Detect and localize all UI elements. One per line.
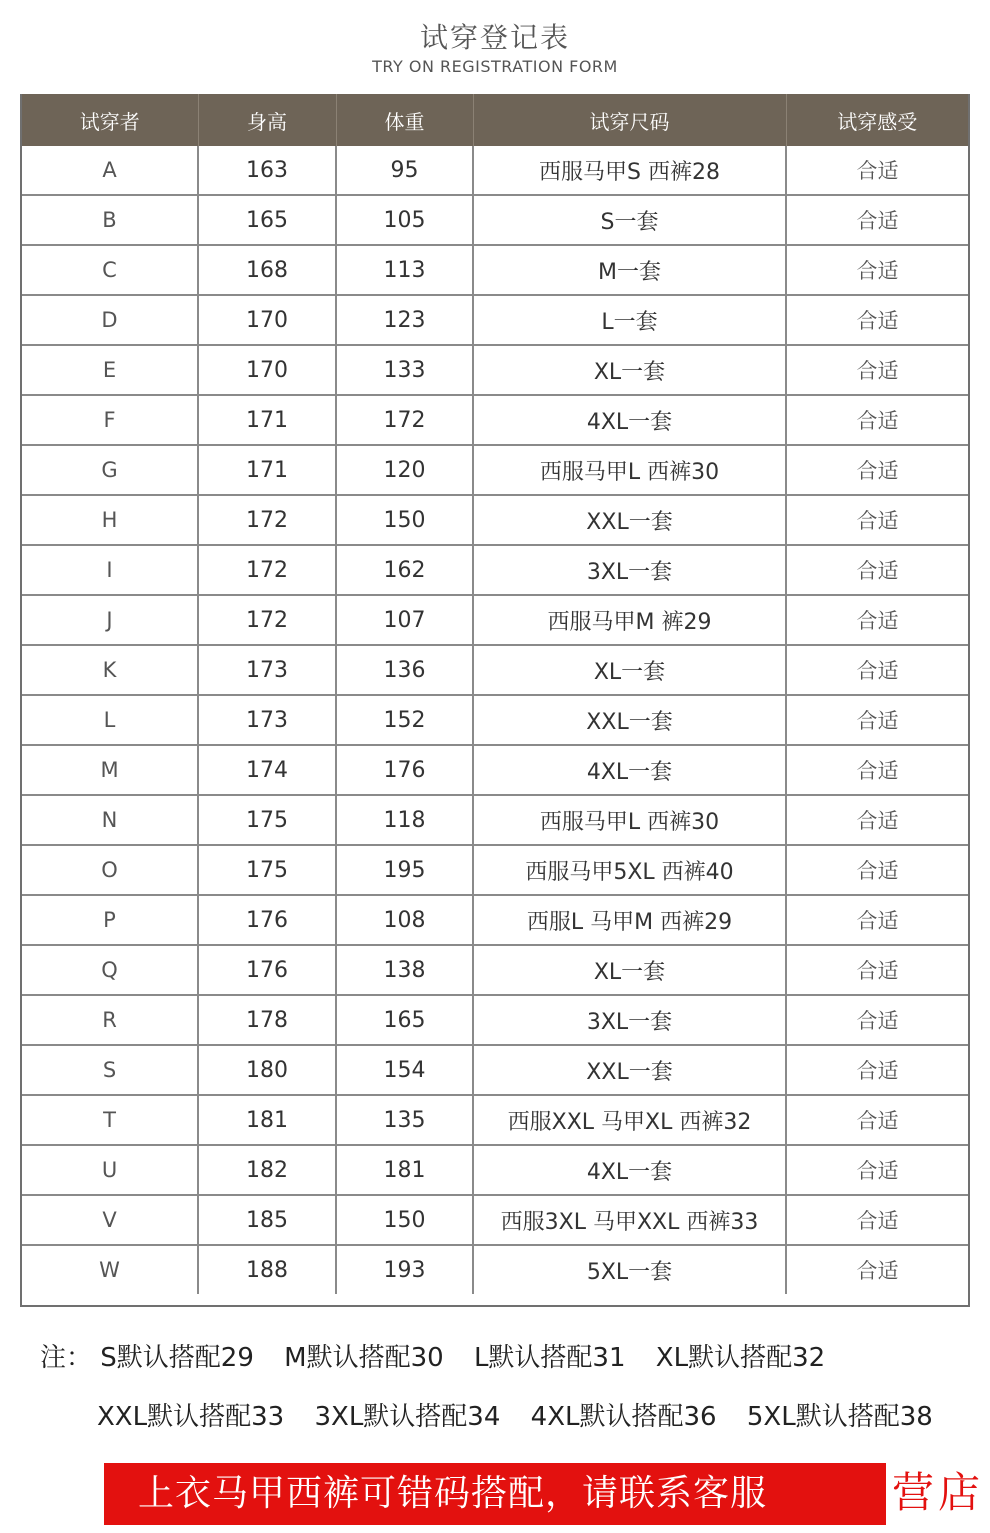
- cell-tester: E: [22, 345, 198, 395]
- cell-height: 173: [198, 645, 336, 695]
- cell-weight: 176: [336, 745, 473, 795]
- cell-height: 176: [198, 895, 336, 945]
- cell-height: 172: [198, 495, 336, 545]
- table-row: [22, 146, 968, 195]
- cell-weight: 136: [336, 645, 473, 695]
- table-row: [22, 195, 968, 245]
- table-row: [22, 745, 968, 795]
- cell-height: 172: [198, 595, 336, 645]
- cell-height: 163: [198, 146, 336, 195]
- cell-feedback: 合适: [786, 395, 968, 445]
- cell-size: 西服马甲L 西裤30: [473, 795, 786, 845]
- cell-weight: 105: [336, 195, 473, 245]
- cell-height: 168: [198, 245, 336, 295]
- cell-height: 185: [198, 1195, 336, 1245]
- table-row: [22, 695, 968, 745]
- size-note-line-2: [97, 1400, 990, 1434]
- note-item: 3XL默认搭配34: [314, 1402, 501, 1432]
- table-row: [22, 545, 968, 595]
- cell-size: XXL一套: [473, 1045, 786, 1095]
- cell-height: 170: [198, 345, 336, 395]
- cell-weight: 150: [336, 1195, 473, 1245]
- cell-weight: 162: [336, 545, 473, 595]
- table-body: [22, 146, 968, 1294]
- registration-table: [22, 94, 968, 1294]
- cell-feedback: 合适: [786, 1095, 968, 1145]
- cell-height: 171: [198, 395, 336, 445]
- table-row: [22, 595, 968, 645]
- cell-tester: F: [22, 395, 198, 445]
- column-header-weight: 体重: [336, 94, 473, 146]
- table-row: [22, 345, 968, 395]
- table-row: [22, 1245, 968, 1294]
- cell-weight: 118: [336, 795, 473, 845]
- table-row: [22, 995, 968, 1045]
- cell-feedback: 合适: [786, 195, 968, 245]
- cell-tester: B: [22, 195, 198, 245]
- cell-feedback: 合适: [786, 245, 968, 295]
- cell-tester: L: [22, 695, 198, 745]
- table-row: [22, 445, 968, 495]
- cell-feedback: 合适: [786, 795, 968, 845]
- cell-height: 178: [198, 995, 336, 1045]
- cell-feedback: 合适: [786, 495, 968, 545]
- form-subtitle: TRY ON REGISTRATION FORM: [372, 57, 618, 76]
- note-item: 4XL默认搭配36: [530, 1402, 717, 1432]
- cell-weight: 113: [336, 245, 473, 295]
- cell-weight: 133: [336, 345, 473, 395]
- cell-feedback: 合适: [786, 1045, 968, 1095]
- cell-size: L一套: [473, 295, 786, 345]
- cell-height: 182: [198, 1145, 336, 1195]
- column-header-height: 身高: [198, 94, 336, 146]
- cell-feedback: 合适: [786, 845, 968, 895]
- cell-tester: R: [22, 995, 198, 1045]
- cell-tester: W: [22, 1245, 198, 1294]
- column-header-feedback: 试穿感受: [786, 94, 968, 146]
- cell-height: 174: [198, 745, 336, 795]
- cell-tester: V: [22, 1195, 198, 1245]
- table-row: [22, 395, 968, 445]
- cell-size: 西服马甲S 西裤28: [473, 146, 786, 195]
- cell-size: XL一套: [473, 945, 786, 995]
- table-row: [22, 1195, 968, 1245]
- note-item: M默认搭配30: [284, 1343, 444, 1373]
- cell-weight: 195: [336, 845, 473, 895]
- cell-size: XL一套: [473, 345, 786, 395]
- cell-height: 173: [198, 695, 336, 745]
- cell-height: 181: [198, 1095, 336, 1145]
- cell-weight: 135: [336, 1095, 473, 1145]
- table-row: [22, 495, 968, 545]
- note-item: XXL默认搭配33: [97, 1402, 285, 1432]
- table-row: [22, 1095, 968, 1145]
- cell-feedback: 合适: [786, 1195, 968, 1245]
- cell-size: 5XL一套: [473, 1245, 786, 1294]
- note-prefix: 注：: [40, 1343, 93, 1373]
- table-row: [22, 895, 968, 945]
- cell-weight: 150: [336, 495, 473, 545]
- cell-tester: K: [22, 645, 198, 695]
- cell-weight: 138: [336, 945, 473, 995]
- cell-weight: 95: [336, 146, 473, 195]
- cell-feedback: 合适: [786, 1245, 968, 1294]
- cell-tester: D: [22, 295, 198, 345]
- cell-feedback: 合适: [786, 645, 968, 695]
- cell-size: M一套: [473, 245, 786, 295]
- table-row: [22, 1145, 968, 1195]
- cell-tester: S: [22, 1045, 198, 1095]
- cell-size: 4XL一套: [473, 1145, 786, 1195]
- cell-tester: J: [22, 595, 198, 645]
- cell-weight: 108: [336, 895, 473, 945]
- table-row: [22, 845, 968, 895]
- cell-feedback: 合适: [786, 695, 968, 745]
- cell-weight: 123: [336, 295, 473, 345]
- cell-tester: H: [22, 495, 198, 545]
- cell-tester: U: [22, 1145, 198, 1195]
- cell-weight: 181: [336, 1145, 473, 1195]
- cell-feedback: 合适: [786, 345, 968, 395]
- cell-weight: 172: [336, 395, 473, 445]
- cell-size: 西服马甲5XL 西裤40: [473, 845, 786, 895]
- cell-size: XL一套: [473, 645, 786, 695]
- table-row: [22, 245, 968, 295]
- cell-tester: M: [22, 745, 198, 795]
- note-item: S默认搭配29: [100, 1343, 254, 1373]
- cell-tester: A: [102, 158, 117, 182]
- cell-feedback: 合适: [786, 1145, 968, 1195]
- cell-tester: P: [22, 895, 198, 945]
- cell-height: 175: [198, 795, 336, 845]
- cell-height: 170: [198, 295, 336, 345]
- cell-size: 西服XXL 马甲XL 西裤32: [473, 1095, 786, 1145]
- cell-feedback: 合适: [786, 895, 968, 945]
- cell-height: 165: [198, 195, 336, 245]
- cell-weight: 165: [336, 995, 473, 1045]
- cell-feedback: 合适: [786, 995, 968, 1045]
- cell-height: 180: [198, 1045, 336, 1095]
- cell-size: 4XL一套: [473, 395, 786, 445]
- cell-height: 188: [198, 1245, 336, 1294]
- column-header-tester: 试穿者: [22, 94, 198, 146]
- table-row: [22, 1045, 968, 1095]
- cell-tester: C: [22, 245, 198, 295]
- cell-feedback: 合适: [786, 945, 968, 995]
- cell-size: XXL一套: [473, 495, 786, 545]
- cell-size: 西服马甲M 裤29: [473, 595, 786, 645]
- cell-feedback: 合适: [786, 295, 968, 345]
- cell-size: 西服马甲L 西裤30: [473, 445, 786, 495]
- table-row: [22, 645, 968, 695]
- cell-tester: Q: [22, 945, 198, 995]
- cell-weight: 120: [336, 445, 473, 495]
- cell-tester: G: [22, 445, 198, 495]
- cell-weight: 152: [336, 695, 473, 745]
- cell-height: 172: [198, 545, 336, 595]
- cell-tester: N: [22, 795, 198, 845]
- note-item: L默认搭配31: [473, 1343, 626, 1373]
- cell-size: 3XL一套: [473, 995, 786, 1045]
- cell-height: 171: [198, 445, 336, 495]
- note-item: XL默认搭配32: [655, 1343, 826, 1373]
- cell-feedback: 合适: [786, 745, 968, 795]
- size-note-line-1: [40, 1341, 970, 1375]
- cell-weight: 193: [336, 1245, 473, 1294]
- cell-feedback: 合适: [786, 146, 968, 195]
- contact-service-banner: 上衣马甲西裤可错码搭配，请联系客服: [104, 1463, 886, 1525]
- cell-size: 西服L 马甲M 西裤29: [473, 895, 786, 945]
- cell-feedback: 合适: [786, 445, 968, 495]
- cell-tester: T: [22, 1095, 198, 1145]
- cell-size: S一套: [473, 195, 786, 245]
- cell-feedback: 合适: [786, 595, 968, 645]
- note-item: 5XL默认搭配38: [746, 1402, 933, 1432]
- cell-size: 4XL一套: [473, 745, 786, 795]
- cell-feedback: 合适: [786, 545, 968, 595]
- registration-table-container: [20, 94, 970, 1307]
- cell-weight: 107: [336, 595, 473, 645]
- cell-size: XXL一套: [473, 695, 786, 745]
- cell-tester: O: [22, 845, 198, 895]
- form-title: 试穿登记表: [419, 21, 570, 54]
- cell-size: 3XL一套: [473, 545, 786, 595]
- cell-weight: 154: [336, 1045, 473, 1095]
- column-header-size: 试穿尺码: [473, 94, 786, 146]
- cell-tester: I: [22, 545, 198, 595]
- cell-height: 176: [198, 945, 336, 995]
- table-row: [22, 945, 968, 995]
- table-row: [22, 295, 968, 345]
- cell-size: 西服3XL 马甲XXL 西裤33: [473, 1195, 786, 1245]
- table-header-row: [22, 94, 968, 146]
- table-row: [22, 795, 968, 845]
- cell-height: 175: [198, 845, 336, 895]
- shop-stamp-text: 营店: [892, 1468, 985, 1517]
